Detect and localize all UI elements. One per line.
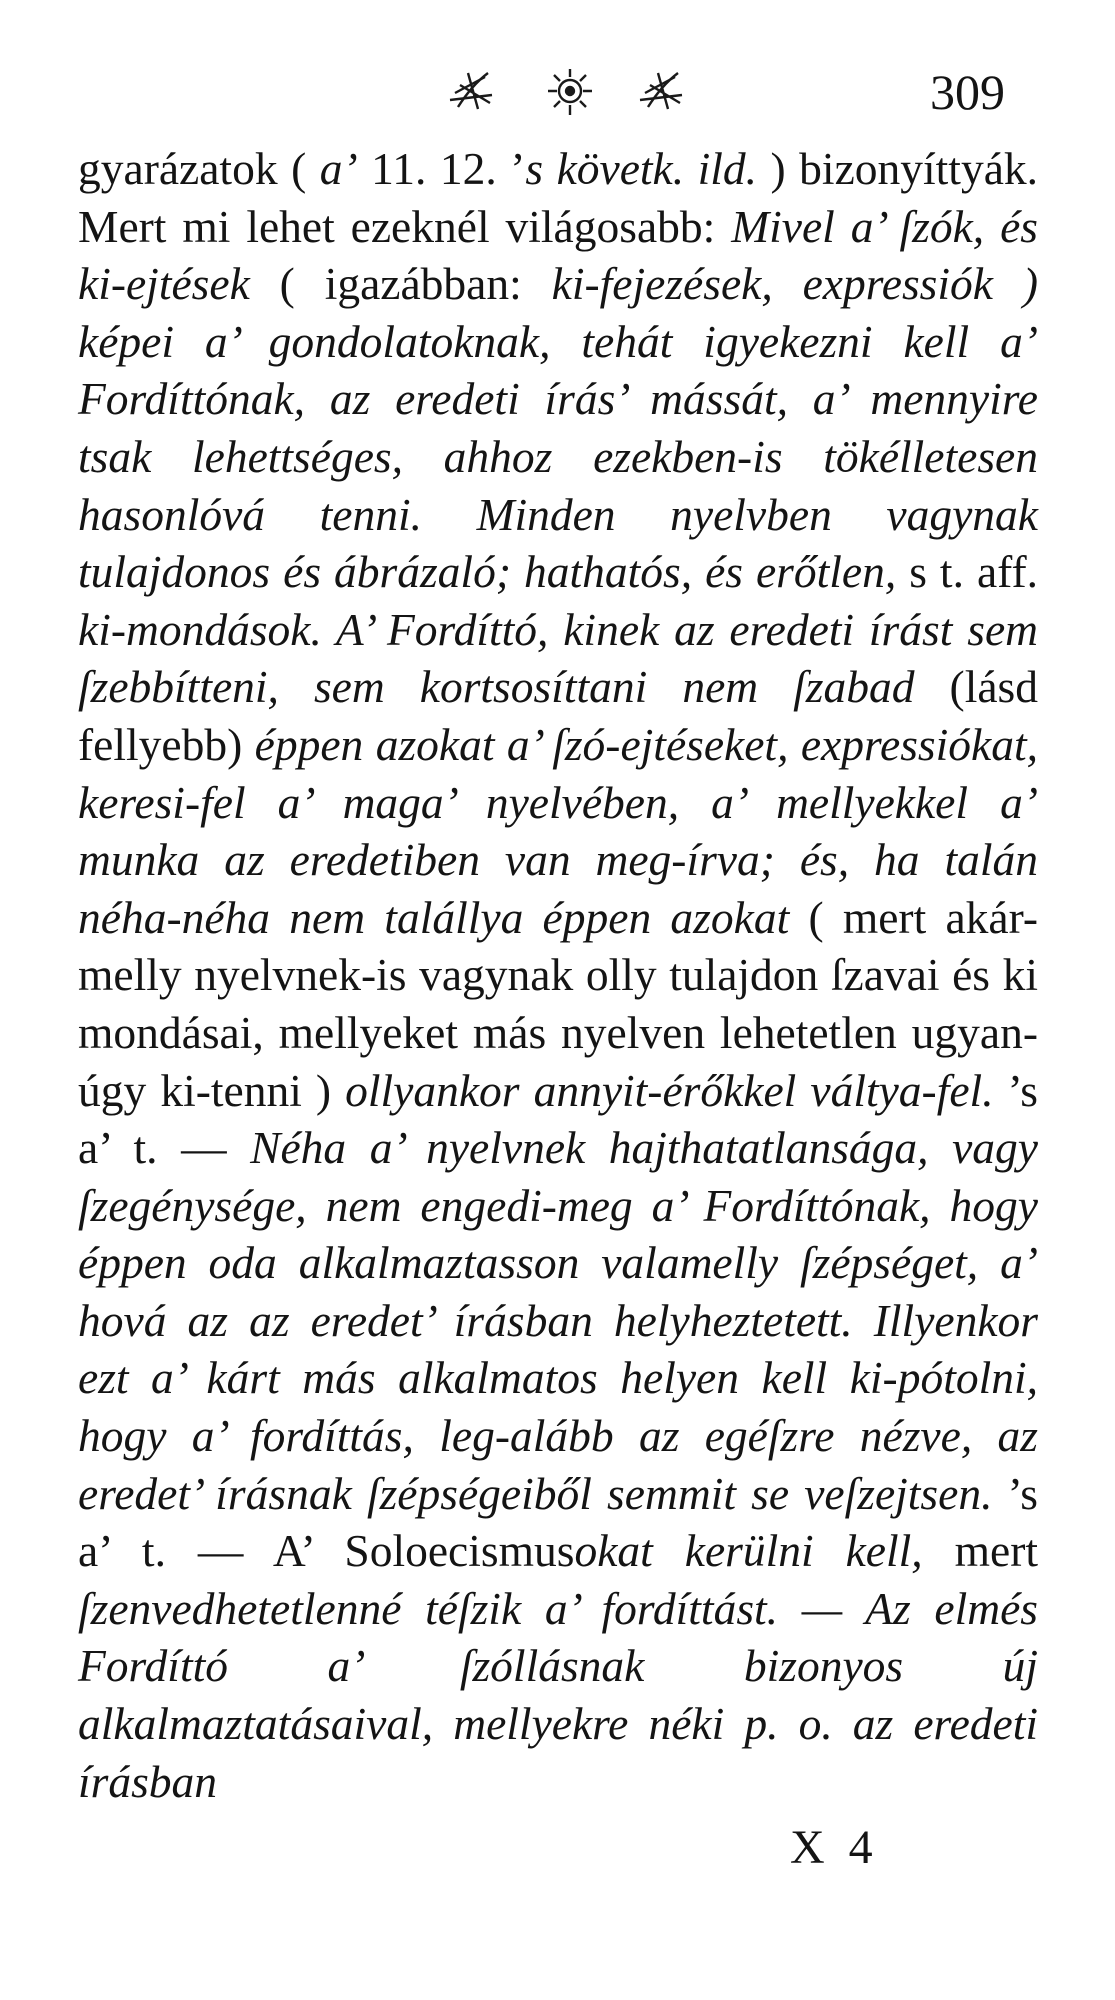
text-run: gyarázatok ( bbox=[78, 143, 320, 194]
text-run: ( mert akár-melly nyelvnek-is vagynak olly tulajdon ſzavai és ki mondásai, mellyeket más nyelven lehetetlen ugyan-úgy ki-tenni ) bbox=[78, 891, 1038, 1116]
italic-run: ki-mondások. A’ Fordíttó, kinek az eredeti írást sem ſzebbítteni, sem kortsosíttani nem ſzabad bbox=[78, 603, 1038, 713]
italic-run: ollyankor annyit-érőkkel váltya-fel. bbox=[345, 1064, 994, 1116]
text-run: s t. aff. bbox=[896, 546, 1038, 598]
page-header bbox=[0, 55, 1115, 135]
text-run: ’s a’ t. — bbox=[78, 1064, 1038, 1174]
italic-run: s követk. ild. bbox=[525, 143, 758, 194]
text-run: (lásd fellyebb) bbox=[78, 661, 1038, 770]
italic-run: okat kerülni kell, bbox=[574, 1525, 923, 1577]
italic-run: ki-fejezések, expressiók ) képei a’ gondolatoknak, tehát igyekezni kell a’ Fordíttónak, az eredeti írás’ mássát, a’ mennyire tsak lehettséges, ahhoz ezekben-is tökélletesen hasonlóvá tenni. Minden nyelvben vagynak tulajdonos és ábrázaló; hathatós, és erőtlen, bbox=[78, 258, 1038, 598]
italic-run: a’ bbox=[319, 143, 358, 194]
text-paragraph bbox=[78, 140, 1038, 1810]
text-run: ’s a’ t. — A’ Soloecismus bbox=[78, 1467, 1038, 1577]
text-run: ) bizonyíttyák. Mert mi lehet ezeknél világosabb: bbox=[78, 143, 1039, 252]
body-text bbox=[78, 140, 1038, 1810]
italic-run: Néha a’ nyelvnek hajthatatlansága, vagy ſzegénysége, nem engedi-meg a’ Fordíttónak, hogy éppen oda alkalmaztasson valamelly ſzépséget, a’ hová az az eredet’ írásban helyheztetett. Illyenkor ezt a’ kárt más alkalmatos helyen kell ki-pótolni, hogy a’ fordíttás, leg-alább az egéſzre nézve, az eredet’ írásnak ſzépségeiből semmit se veſzejtsen. bbox=[78, 1122, 1038, 1519]
text-run: mert bbox=[922, 1525, 1038, 1577]
italic-run: ſzenvedhetetlenné téſzik a’ fordíttást. — Az elmés Fordíttó a’ ſzóllásnak bizonyos új alkalmaztatásaival, mellyekre néki p. o. az eredeti írásban bbox=[78, 1582, 1038, 1807]
catchword: X 4 bbox=[790, 1821, 879, 1874]
text-run: ( igazábban: bbox=[249, 258, 552, 310]
page-number: 309 bbox=[930, 64, 1005, 120]
text-run: 11. 12. ’ bbox=[357, 143, 526, 194]
ornament-icon bbox=[440, 55, 700, 125]
italic-run: Mivel a’ ſzók, és ki-ejtések bbox=[78, 200, 1038, 310]
italic-run: éppen azokat a’ ſzó-ejtéseket, expressiókat, keresi-fel a’ maga’ nyelvében, a’ mellyekkel a’ munka az eredetiben van meg-írva; és, ha talán néha-néha nem talállya éppen azokat bbox=[78, 718, 1038, 943]
